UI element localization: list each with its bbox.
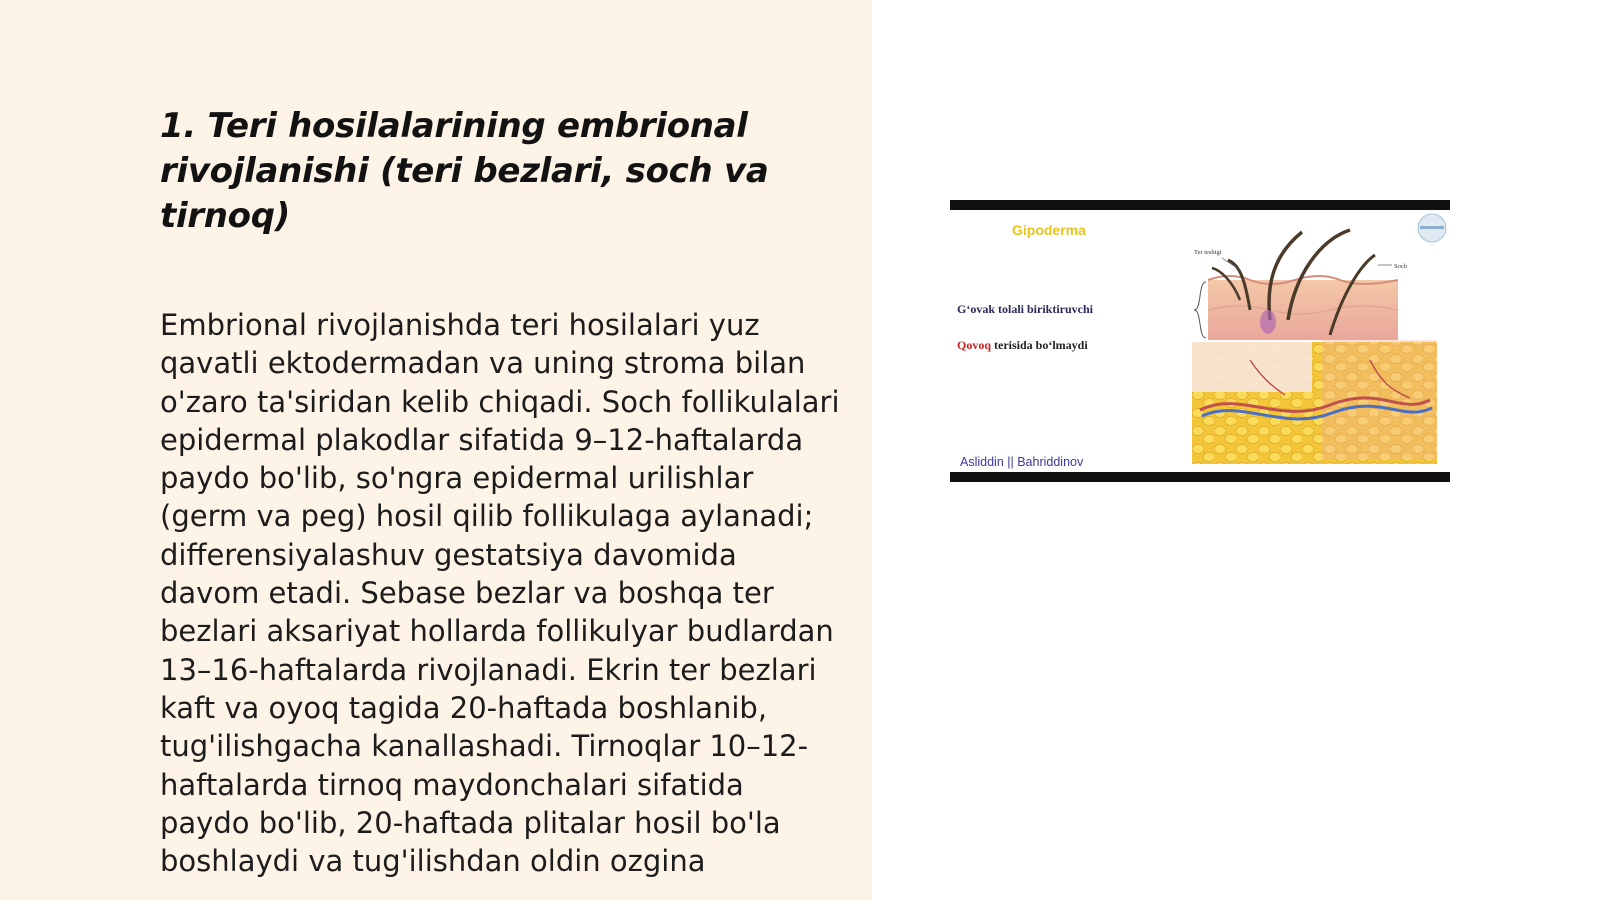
connective-tissue-label: G‘ovak tolali biriktiruvchi bbox=[957, 302, 1094, 316]
figure-credit: Asliddin || Bahriddinov bbox=[960, 455, 1084, 469]
foot-skin-label bbox=[957, 338, 1088, 352]
dermis-layer bbox=[1208, 280, 1398, 340]
slide-body-text: Embrional rivojlanishda teri hosilalari yuz qavatli ektodermadan va uning stroma bilan o'zaro ta'siridan kelib chiqadi. Soch follikulalari epidermal plakodlar sifatida 9–12-haftalarda paydo bo'lib, so'ngra epidermal urilishlar (germ va peg) hosil qilib follikulaga aylanadi; differensiyalashuv gestatsiya davomida davom etadi. Sebase bezlar va boshqa ter bezlari aksariyat hollarda follikulyar budlardan 13–16-haftalarda rivojlanadi. Ekrin ter bezlari kaft va oyoq tagida 20-haftada boshlanib, tug'ilishgacha kanallashadi. Tirnoqlar 10–12-haftalarda tirnoq maydonchalari sifatida paydo bo'lib, 20-haftada plitalar hosil bo'la boshlaydi va tug'ilishdan oldin ozgina bbox=[160, 308, 840, 879]
pore-label: Ter teshigi bbox=[1194, 249, 1222, 256]
slide-title: 1. Teri hosilalarining embrional rivojlanishi (teri bezlari, soch va tirnoq) bbox=[160, 106, 769, 236]
foot-rest-text: terisida bo‘lmaydi bbox=[991, 338, 1088, 352]
figure-heading: Gipoderma bbox=[1012, 222, 1086, 238]
skin-cross-section-illustration bbox=[950, 210, 1450, 472]
skin-diagram-image bbox=[950, 200, 1450, 482]
foot-word: Qovoq bbox=[957, 338, 992, 352]
hair-label: Soch bbox=[1394, 263, 1407, 270]
